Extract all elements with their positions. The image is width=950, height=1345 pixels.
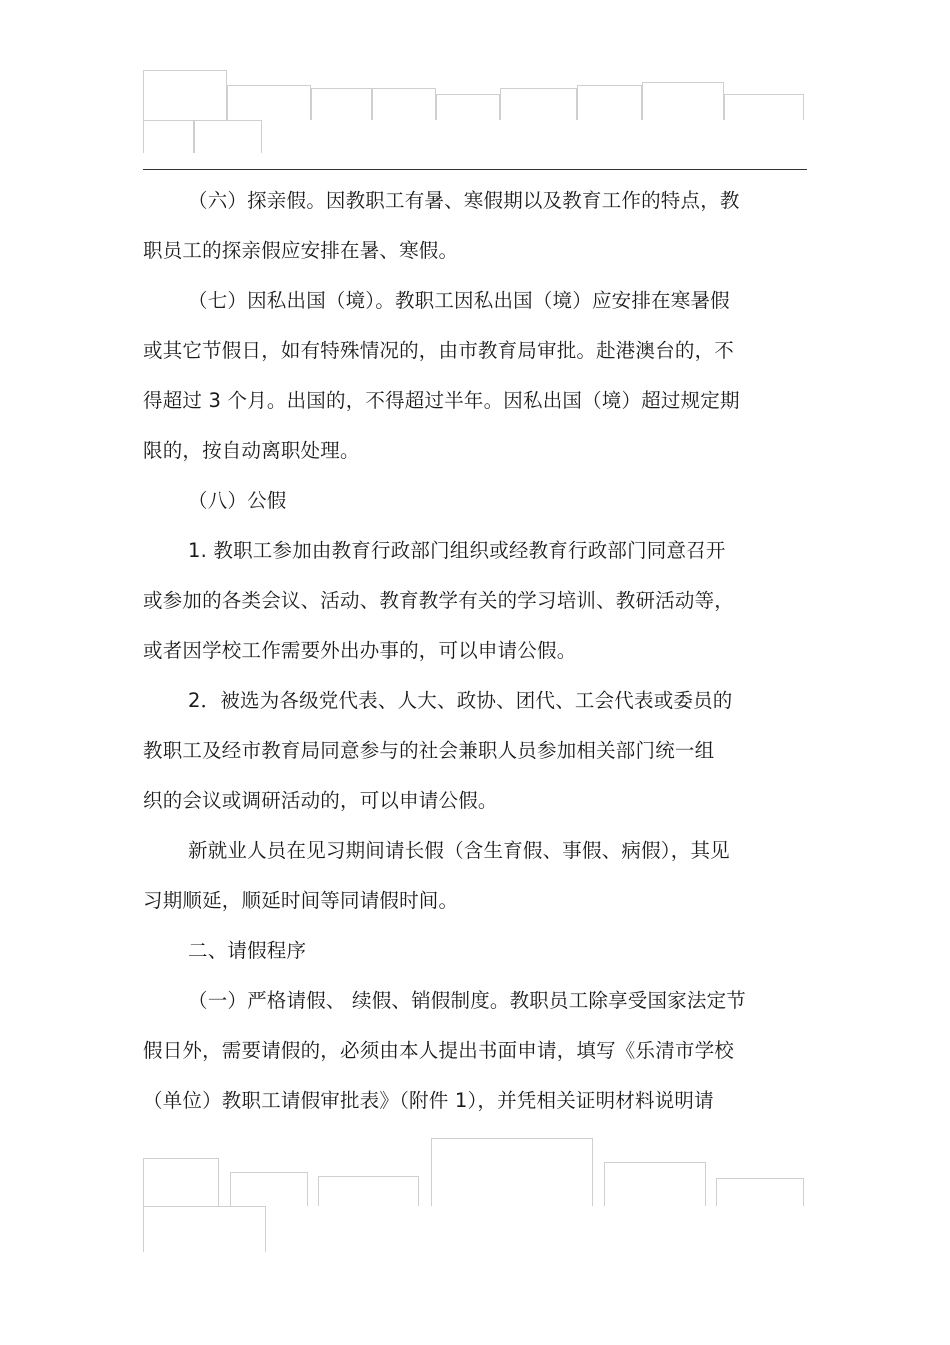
text-line: 教职工及经市教育局同意参与的社会兼职人员参加相关部门统一组 — [143, 739, 715, 762]
footer-decoration-box — [431, 1138, 593, 1206]
text-line: （七）因私出国（境）。教职工因私出国（境）应安排在寒暑假 — [188, 289, 730, 312]
document-body — [143, 176, 808, 1126]
text-line: （八）公假 — [188, 489, 287, 512]
text-line: （单位）教职工请假审批表》（附件 1），并凭相关证明材料说明请 — [143, 1089, 714, 1112]
header-decoration-box — [143, 70, 227, 120]
text-line: 或其它节假日，如有特殊情况的，由市教育局审批。赴港澳台的，不 — [143, 339, 735, 362]
header-decoration-box — [194, 120, 262, 153]
header-decoration-box — [436, 94, 500, 120]
footer-decoration-box — [716, 1178, 804, 1206]
footer-decoration-box — [143, 1158, 219, 1206]
text-line: 1. 教职工参加由教育行政部门组织或经教育行政部门同意召开 — [188, 539, 726, 562]
text-line: （六）探亲假。因教职工有暑、寒假期以及教育工作的特点，教 — [188, 189, 740, 212]
text-line: 二、请假程序 — [188, 939, 307, 962]
text-line: 新就业人员在见习期间请长假（含生育假、事假、病假），其见 — [188, 839, 730, 862]
header-decoration-box — [227, 85, 311, 120]
header-decoration-box — [577, 85, 642, 120]
text-line: 2．被选为各级党代表、人大、政协、团代、工会代表或委员的 — [188, 689, 733, 712]
header-decoration-box — [724, 94, 804, 120]
header-decoration-box — [311, 88, 372, 120]
footer-decoration-box — [143, 1206, 266, 1252]
text-line: 假日外，需要请假的，必须由本人提出书面申请，填写《乐清市学校 — [143, 1039, 735, 1062]
footer-decoration-box — [230, 1172, 308, 1206]
header-decoration-box — [143, 120, 194, 153]
text-line: 限的，按自动离职处理。 — [143, 439, 360, 462]
text-line: 得超过 3 个月。出国的，不得超过半年。因私出国（境）超过规定期 — [143, 389, 740, 412]
text-line: 织的会议或调研活动的，可以申请公假。 — [143, 789, 498, 812]
text-line: （一）严格请假、 续假、销假制度。教职员工除享受国家法定节 — [188, 989, 746, 1012]
text-line: 或者因学校工作需要外出办事的，可以申请公假。 — [143, 639, 577, 662]
header-rule — [143, 169, 807, 170]
text-line: 习期顺延，顺延时间等同请假时间。 — [143, 889, 459, 912]
footer-decoration-box — [604, 1162, 706, 1206]
footer-decoration-box — [318, 1176, 419, 1206]
header-decoration-box — [500, 88, 577, 120]
text-line: 或参加的各类会议、活动、教育教学有关的学习培训、教研活动等， — [143, 589, 735, 612]
header-decoration-box — [372, 88, 436, 120]
header-decoration-box — [642, 82, 724, 120]
text-line: 职员工的探亲假应安排在暑、寒假。 — [143, 239, 459, 262]
